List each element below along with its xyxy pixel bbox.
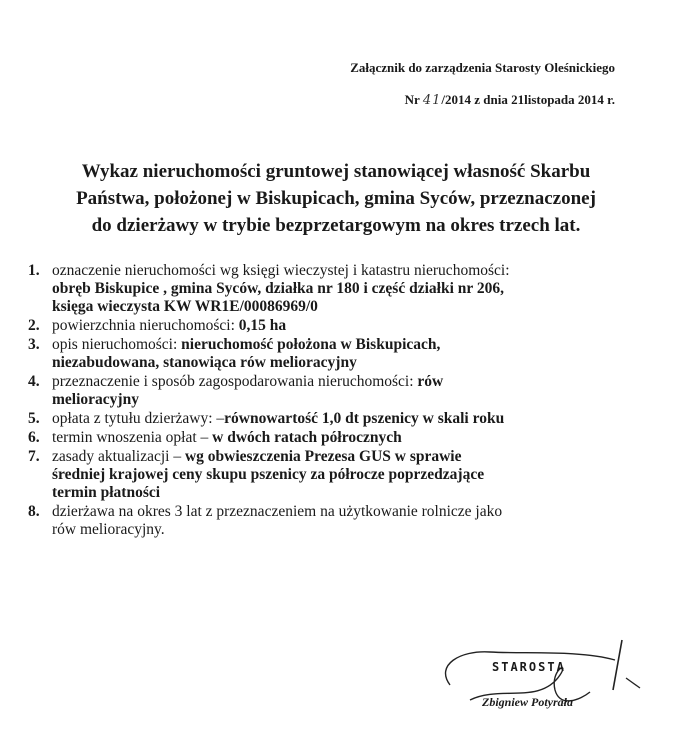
title-line-3: do dzierżawy w trybie bezprzetargowym na okres trzech lat. xyxy=(91,215,581,236)
nr-prefix: Nr xyxy=(404,92,423,107)
signature-stamp xyxy=(430,630,650,725)
list-item xyxy=(28,503,643,539)
item-value: rów xyxy=(417,373,444,390)
list-item xyxy=(28,429,643,447)
list-item xyxy=(28,448,643,502)
item-value: wg obwieszczenia Prezesa GUS w sprawie xyxy=(184,448,462,465)
item-value: nieruchomość położona w Biskupicach, xyxy=(181,336,441,353)
item-number: 5. xyxy=(28,410,40,427)
item-label: dzierżawa na okres 3 lat z przeznaczeniem na użytkowanie rolnicze jako xyxy=(52,503,503,520)
signature-title: STAROSTA xyxy=(492,660,566,674)
item-label: przeznaczenie i sposób zagospodarowania nieruchomości: xyxy=(52,373,418,390)
item-value: obręb Biskupice , gmina Syców, działka nr 180 i część działki nr 206, xyxy=(52,280,504,297)
item-value: niezabudowana, stanowiąca rów melioracyjny xyxy=(52,354,357,371)
list-item xyxy=(28,373,643,409)
item-number: 2. xyxy=(28,317,40,334)
item-label: termin wnoszenia opłat – xyxy=(52,429,213,446)
item-value: melioracyjny xyxy=(52,391,139,408)
annex-line: Załącznik do zarządzenia Starosty Oleśnickiego xyxy=(350,60,615,75)
item-value: równowartość 1,0 dt pszenicy w skali roku xyxy=(224,410,505,427)
signature-scribble-icon xyxy=(430,630,650,725)
item-value: w dwóch ratach półrocznych xyxy=(212,429,402,446)
item-number: 6. xyxy=(28,429,40,446)
property-details-list xyxy=(28,262,643,540)
nr-suffix: /2014 z dnia 21listopada 2014 r. xyxy=(441,92,615,107)
item-number: 3. xyxy=(28,336,40,353)
item-label: oznaczenie nieruchomości wg księgi wieczystej i katastru nieruchomości: xyxy=(52,262,510,279)
item-number: 1. xyxy=(28,262,40,279)
item-label: zasady aktualizacji – xyxy=(52,448,185,465)
list-item xyxy=(28,317,643,335)
item-label: powierzchnia nieruchomości: xyxy=(52,317,239,334)
item-label: opis nieruchomości: xyxy=(52,336,182,353)
item-label: rów melioracyjny. xyxy=(52,521,165,538)
signature-name: Zbigniew Potyrała xyxy=(482,695,573,709)
item-number: 8. xyxy=(28,503,40,520)
item-number: 4. xyxy=(28,373,40,390)
list-item xyxy=(28,410,643,428)
item-value: księga wieczysta KW WR1E/00086969/0 xyxy=(52,298,318,315)
nr-number-handwritten: 41 xyxy=(422,93,442,108)
item-number: 7. xyxy=(28,448,40,465)
item-label: opłata z tytułu dzierżawy: – xyxy=(52,410,225,427)
item-value: średniej krajowej ceny skupu pszenicy za półrocze poprzedzające xyxy=(52,466,485,483)
list-item xyxy=(28,262,643,316)
title-line-2: Państwa, położonej w Biskupicach, gmina Syców, przeznaczonej xyxy=(76,188,596,209)
title-line-1: Wykaz nieruchomości gruntowej stanowiącej własność Skarbu xyxy=(81,161,591,182)
regulation-number-line xyxy=(405,92,615,108)
item-value: termin płatności xyxy=(52,484,161,501)
document-title xyxy=(18,158,654,239)
list-item xyxy=(28,336,643,372)
item-value: 0,15 ha xyxy=(238,317,287,334)
